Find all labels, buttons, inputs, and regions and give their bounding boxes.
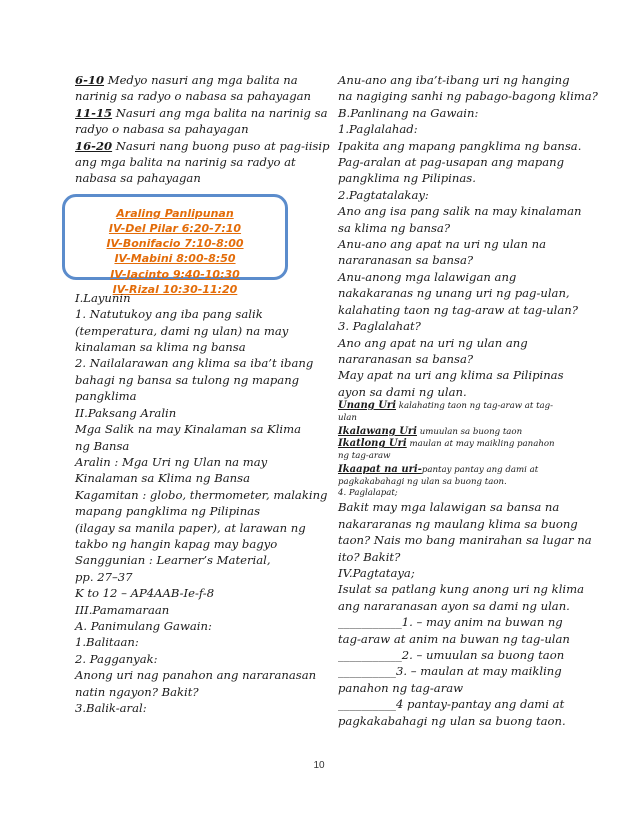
text-line: B.Panlinang na Gawain:: [338, 105, 479, 120]
text-line: Pag-aralan at pag-usapan ang mapang: [338, 155, 565, 170]
text-line: ___________1. – may anim na buwan ng: [338, 615, 563, 630]
text-line: tag-araw at anim na buwan ng tag-ulan: [338, 631, 570, 646]
text-line: 3. Paglalahat?: [338, 319, 421, 334]
text-line: __________3. – maulan at may maikling: [338, 664, 562, 679]
rain-type-line: Unang Uri kalahating taon ng tag-araw at tag-: [338, 400, 554, 412]
text-line: 1.Paglalahad:: [338, 122, 418, 137]
rain-type-line: pagkakabahagi ng ulan sa buong taon.: [338, 476, 507, 487]
text-line: nararanasan sa bansa?: [338, 253, 474, 268]
rubric-line-1: narinig sa radyo o nabasa sa pahayagan: [75, 89, 311, 104]
text-line: 2. Nailalarawan ang klima sa iba’t ibang: [75, 356, 314, 371]
text-line: Kinalaman sa Klima ng Bansa: [75, 471, 250, 486]
rubric-line-4: 16-20 Nasuri nang buong puso at pag-iisip: [75, 138, 330, 153]
text-line: ___________2. – umuulan sa buong taon: [338, 648, 565, 663]
text-line: Isulat sa patlang kung anong uri ng klima: [338, 582, 585, 597]
text-line: __________4 pantay-pantay ang dami at: [338, 697, 565, 712]
text-line: kinalaman sa klima ng bansa: [75, 340, 246, 355]
text-line: bahagi ng bansa sa tulong ng mapang: [75, 372, 300, 387]
schedule-line: IV-Mabini 8:00-8:50: [114, 252, 236, 266]
text-line: nakakaranas ng unang uri ng pag-ulan,: [338, 286, 570, 301]
text-line: ng Bansa: [75, 438, 130, 453]
schedule-line: Araling Panlipunan: [116, 206, 234, 220]
text-line: 2. Pagganyak:: [75, 651, 158, 666]
schedule-line: IV-Jacinto 9:40-10:30: [110, 267, 240, 281]
rain-type-line: Ikaapat na uri-pantay pantay ang dami at: [338, 464, 539, 476]
rain-types-section: [338, 400, 570, 499]
text-line: 3.Balik-aral:: [75, 701, 147, 715]
text-line: mapang pangklima ng Pilipinas: [75, 504, 261, 519]
text-line: K to 12 – AP4AAB-Ie-f-8: [75, 586, 215, 601]
text-line: Bakit may mga lalawigan sa bansa na: [338, 500, 560, 515]
text-line: ang nararanasan ayon sa dami ng ulan.: [338, 598, 570, 613]
text-line: nakararanas ng maulang klima sa buong: [338, 516, 578, 531]
text-line: takbo ng hangin kapag may bagyo: [75, 536, 278, 551]
text-line: 1.Balitaan:: [75, 635, 139, 650]
text-line: Ano ang isa pang salik na may kinalaman: [338, 204, 582, 219]
text-line: pangklima ng Pilipinas.: [338, 171, 476, 186]
text-line: natin ngayon? Bakit?: [75, 684, 199, 699]
schedule-line: IV-Rizal 10:30-11:20: [112, 282, 238, 296]
rubric-line-5: ang mga balita na narinig sa radyo at: [75, 155, 296, 170]
text-line: Kagamitan : globo, thermometer, malaking: [75, 487, 328, 502]
rain-type-line: 4. Paglalapat;: [338, 487, 398, 498]
text-line: Anu-ano ang apat na uri ng ulan na: [338, 237, 547, 252]
text-line: pp. 27–37: [75, 569, 133, 584]
lesson-plan-body: [75, 290, 328, 717]
schedule-box: [62, 194, 288, 296]
text-line: Anu-anong mga lalawigan ang: [338, 269, 517, 284]
text-line: Mga Salik na may Kinalaman sa Klima: [75, 422, 302, 437]
text-line: Ipakita ang mapang pangklima ng bansa.: [338, 138, 582, 153]
text-line: nararanasan sa bansa?: [338, 351, 474, 366]
rain-type-line: ng tag-araw: [338, 450, 391, 461]
text-line: I.Layunin: [75, 290, 131, 305]
text-line: pangklima: [75, 389, 137, 404]
text-line: Anong uri nag panahon ang nararanasan: [75, 668, 317, 683]
text-line: panahon ng tag-araw: [338, 680, 464, 695]
text-line: III.Pamamaraan: [75, 602, 170, 617]
text-line: 1. Natutukoy ang iba pang salik: [75, 307, 263, 322]
text-line: sa klima ng bansa?: [338, 220, 451, 235]
text-line: A. Panimulang Gawain:: [75, 618, 212, 633]
rubric-line-3: radyo o nabasa sa pahayagan: [75, 122, 249, 137]
text-line: IV.Pagtataya;: [338, 566, 415, 580]
text-line: Ano ang apat na uri ng ulan ang: [338, 335, 528, 350]
text-line: Anu-ano ang iba’t-ibang uri ng hanging: [338, 73, 570, 87]
rubric-section: [75, 72, 330, 187]
text-line: kalahating taon ng tag-araw at tag-ulan?: [338, 302, 578, 317]
rain-type-line: Ikatlong Uri maulan at may maikling panahon: [338, 438, 555, 450]
rubric-line-2: 11-15 Nasuri ang mga balita na narinig sa: [75, 105, 328, 120]
text-line: pagkakabahagi ng ulan sa buong taon.: [338, 713, 566, 728]
rubric-line-0: 6-10 Medyo nasuri ang mga balita na: [75, 73, 298, 87]
schedule-line: IV-Bonifacio 7:10-8:00: [106, 237, 244, 251]
text-line: na nagiging sanhi ng pabago-bagong klima?: [338, 89, 598, 104]
page-number: 10: [313, 760, 325, 771]
text-line: ito? Bakit?: [338, 549, 401, 564]
left-column: [75, 72, 330, 716]
rain-type-line: ulan: [338, 412, 357, 423]
text-line: taon? Nais mo bang manirahan sa lugar na: [338, 533, 592, 548]
text-line: May apat na uri ang klima sa Pilipinas: [338, 368, 564, 383]
rain-type-line: Ikalawang Uri umuulan sa buong taon: [338, 425, 523, 437]
text-line: (ilagay sa manila paper), at larawan ng: [75, 520, 306, 535]
text-line: (temperatura, dami ng ulan) na may: [75, 323, 289, 338]
text-line: ayon sa dami ng ulan.: [338, 384, 467, 399]
rubric-line-6: nabasa sa pahayagan: [75, 171, 201, 186]
right-top-section: [338, 72, 598, 400]
text-line: II.Paksang Aralin: [75, 405, 177, 420]
text-line: Aralin : Mga Uri ng Ulan na may: [75, 454, 268, 469]
text-line: Sanggunian : Learner’s Material,: [75, 553, 271, 568]
text-line: 2.Pagtatalakay:: [338, 187, 429, 202]
schedule-line: IV-Del Pilar 6:20-7:10: [108, 222, 242, 236]
right-bottom-section: [338, 499, 592, 729]
right-column: [338, 72, 598, 729]
